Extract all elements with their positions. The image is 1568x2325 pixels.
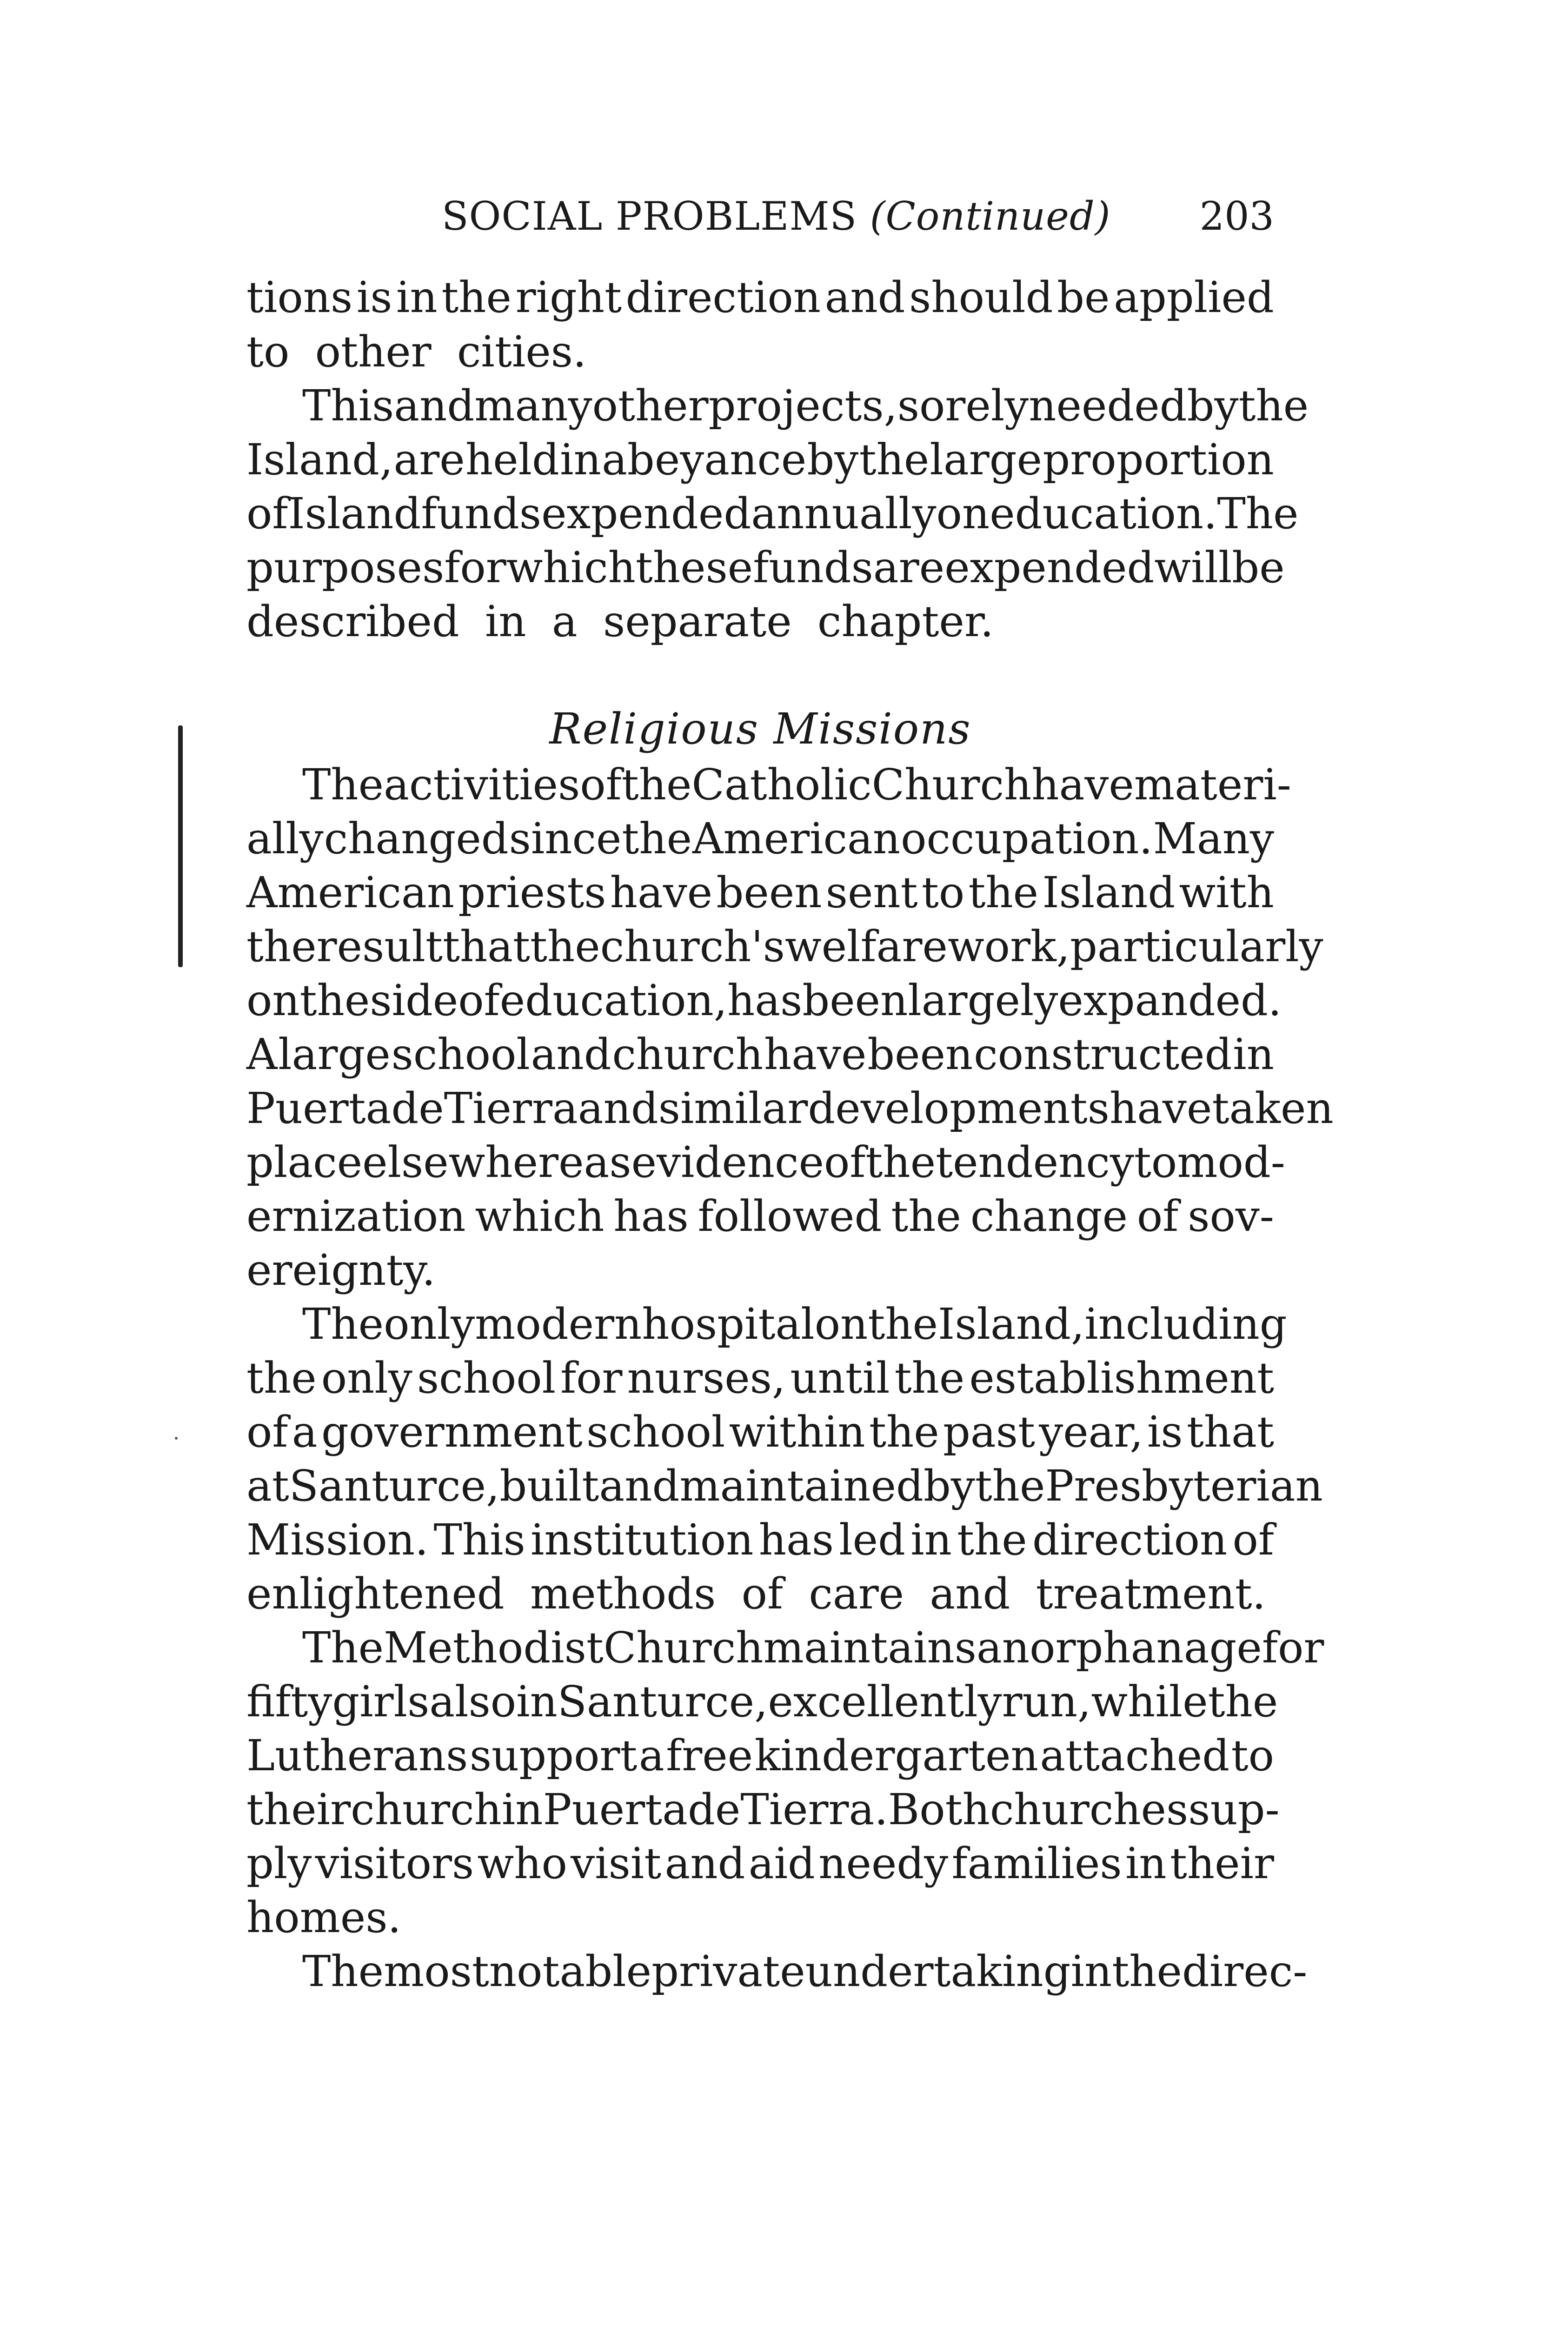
margin-mark [178, 725, 183, 967]
text-line: of Island funds expended annually on education. The [246, 489, 1299, 538]
text-line: fifty girls also in Santurce, excellently run, while the [246, 1677, 1278, 1727]
text-line: ernization which has followed the change of sov- [246, 1191, 1274, 1241]
text-line: The Methodist Church maintains an orphanage for [302, 1623, 1324, 1673]
text-line: The only modern hospital on the Island, including [302, 1299, 1287, 1349]
text-line: American priests have been sent to the Island with [246, 868, 1274, 917]
running-title [442, 188, 1111, 244]
text-line: at Santurce, built and maintained by the Presbyterian [246, 1461, 1323, 1511]
margin-dot [175, 1437, 178, 1440]
text-line: ply visitors who visit and aid needy families in their [246, 1839, 1274, 1888]
text-line: Island, are held in abeyance by the large proportion [246, 435, 1274, 485]
text-line: described in a separate chapter. [246, 597, 994, 646]
text-line: enlightened methods of care and treatment. [246, 1569, 1266, 1619]
text-line: Mission. This institution has led in the direction of [246, 1515, 1274, 1565]
text-line: place elsewhere as evidence of the tendency to mod- [246, 1137, 1285, 1187]
text-line: of a government school within the past year, is that [246, 1407, 1274, 1457]
text-line: A large school and church have been constructed in [246, 1030, 1274, 1079]
text-line: purposes for which these funds are expended will be [246, 543, 1285, 592]
running-title-text: SOCIAL PROBLEMS [442, 193, 857, 239]
text-line: their church in Puerta de Tierra. Both churches sup- [246, 1785, 1280, 1834]
text-line: tions is in the right direction and should be applied [246, 272, 1274, 322]
text-line: ereignty. [246, 1245, 436, 1295]
text-line: This and many other projects, sorely needed by the [302, 381, 1309, 431]
running-title-continued: (Continued) [870, 193, 1111, 239]
text-line: Puerta de Tierra and similar developments have taken [246, 1083, 1334, 1133]
text-line: The most notable private undertaking in the direc- [302, 1946, 1308, 1996]
text-line: Lutherans support a free kindergarten attached to [246, 1731, 1274, 1780]
running-head [246, 188, 1274, 244]
section-heading: Religious Missions [549, 704, 971, 754]
page-number: 203 [1199, 193, 1274, 239]
text-line: the result that the church's welfare work, particularly [246, 922, 1323, 971]
text-line: to other cities. [246, 327, 587, 377]
text-line: on the side of education, has been largely expanded. [246, 976, 1282, 1025]
text-line: The activities of the Catholic Church have materi- [302, 760, 1291, 810]
text-line: homes. [246, 1893, 401, 1942]
text-line: the only school for nurses, until the establishment [246, 1353, 1274, 1403]
text-line: ally changed since the American occupation. Many [246, 814, 1274, 864]
